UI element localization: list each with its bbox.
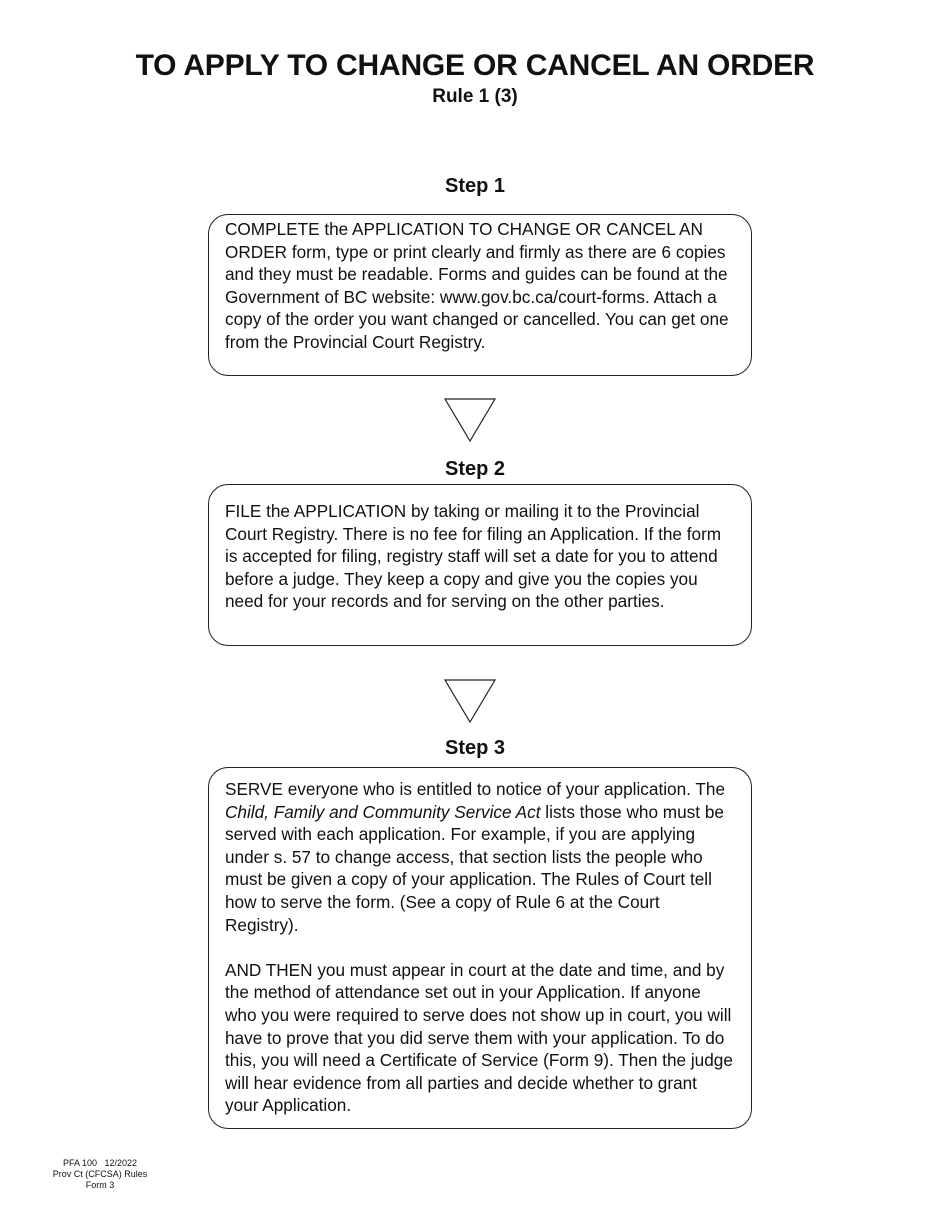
step-1-box [208, 214, 752, 376]
step-3-text-part: SERVE everyone who is entitled to notice of your application. The [225, 779, 726, 799]
step-2-box [208, 484, 752, 646]
step-3-heading: Step 3 [444, 737, 506, 759]
page-title: TO APPLY TO CHANGE OR CANCEL AN ORDER [135, 49, 815, 82]
step-3-box [208, 767, 752, 1129]
form-number: Form 3 [85, 1180, 115, 1190]
step-1-heading: Step 1 [444, 175, 506, 197]
form-footer [40, 1158, 160, 1191]
step-2-heading: Step 2 [444, 458, 506, 480]
down-arrow-icon [444, 679, 496, 723]
form-rules: Prov Ct (CFCSA) Rules [52, 1169, 148, 1179]
step-3-paragraph-1 [225, 778, 735, 936]
act-title: Child, Family and Community Service Act [225, 801, 541, 822]
down-arrow-icon [444, 398, 496, 442]
rule-reference: Rule 1 (3) [432, 86, 518, 107]
form-code: PFA 100 12/2022 [62, 1158, 138, 1168]
step-1-text: COMPLETE the APPLICATION TO CHANGE OR CANCEL AN ORDER form, type or print clearly and firmly as there are 6 copies and they must be readable. Forms and guides can be found at the Government of BC website: www.gov.bc.ca/court-forms. Attach a copy of the order you want changed or cancelled. You can get one from the Provincial Court Registry. [225, 219, 729, 352]
step-3-paragraph-2: AND THEN you must appear in court at the date and time, and by the method of attendance set out in your Application. If anyone who you were required to serve does not show up in court, you will have to prove that you did serve them with your application. To do this, you will need a Certificate of Service (Form 9). Then the judge will hear evidence from all parties and decide whether to grant your Application. [225, 959, 733, 1116]
step-2-text: FILE the APPLICATION by taking or mailing it to the Provincial Court Registry. There is no fee for filing an Application. If the form is accepted for filing, registry staff will set a date for you to attend before a judge. They keep a copy and give you the copies you need for your records and for serving on the other parties. [225, 501, 722, 612]
step-3-text-part: lists those who must be served with each application. For example, if you are applying under s. 57 to change access, that section lists the people who must be given a copy of your application. The Rules of Court tell how to serve the form. (See a copy of Rule 6 at the Court Registry). [225, 801, 724, 935]
